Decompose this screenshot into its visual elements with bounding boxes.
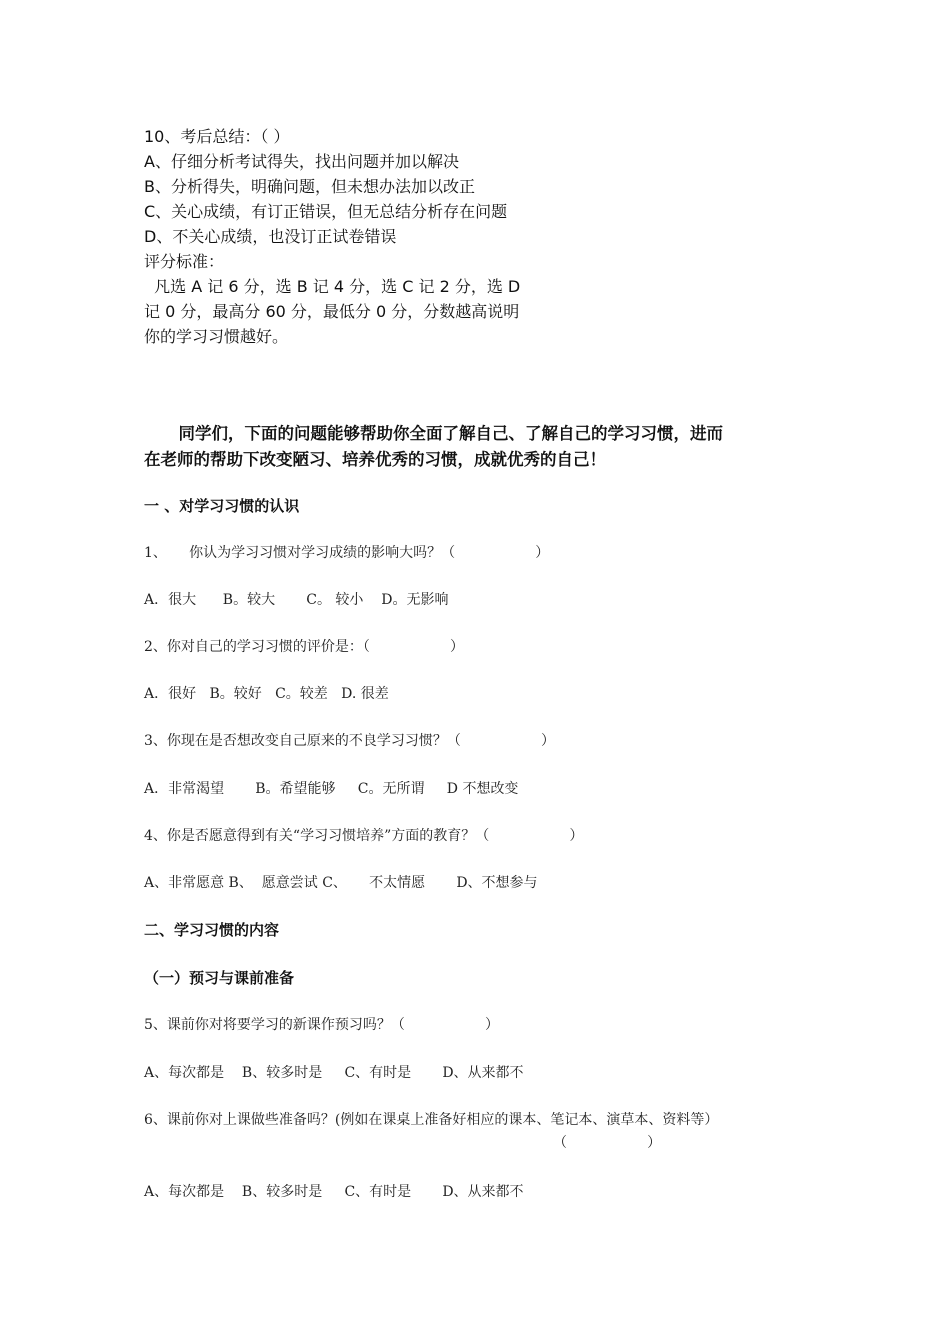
question-10-option-a: A、仔细分析考试得失，找出问题并加以解决: [144, 152, 459, 171]
question-4-options: A、非常愿意 B、 愿意尝试 C、 不太情愿 D、不想参与: [144, 875, 538, 891]
question-1: 1、 你认为学习习惯对学习成绩的影响大吗？（ ）: [144, 545, 550, 561]
scoring-line-3: 你的学习习惯越好。: [144, 327, 289, 346]
intro-line-1: 同学们，下面的问题能够帮助你全面了解自己、了解自己的学习习惯，进而: [144, 424, 723, 443]
question-4: 4、你是否愿意得到有关“学习习惯培养”方面的教育？（ ）: [144, 828, 584, 844]
scoring-line-1: 凡选 A 记 6 分，选 B 记 4 分，选 C 记 2 分，选 D: [144, 277, 521, 296]
question-1-options: A．很大 B。较大 C。 较小 D。无影响: [144, 592, 449, 608]
question-5: 5、课前你对将要学习的新课作预习吗？（ ）: [144, 1017, 500, 1033]
question-3-options: A．非常渴望 B。希望能够 C。无所谓 D 不想改变: [144, 781, 519, 797]
question-3: 3、你现在是否想改变自己原来的不良学习习惯？（ ）: [144, 733, 556, 749]
question-2-options: A．很好 B。较好 C。较差 D. 很差: [144, 686, 389, 702]
question-10-option-d: D、不关心成绩，也没订正试卷错误: [144, 227, 397, 246]
section-2-heading: 二、学习习惯的内容: [144, 921, 280, 939]
intro-line-2: 在老师的帮助下改变陋习、培养优秀的习惯，成就优秀的自己！: [144, 450, 606, 469]
question-6: 6、课前你对上课做些准备吗？(例如在课桌上准备好相应的课本、笔记本、演草本、资料等）: [144, 1112, 719, 1128]
question-10-option-b: B、分析得失，明确问题，但未想办法加以改正: [144, 177, 475, 196]
question-2: 2、你对自己的学习习惯的评价是：（ ）: [144, 639, 465, 655]
question-10-title: 10、考后总结：（ ）: [144, 127, 290, 146]
question-5-options: A、每次都是 B、较多时是 C、有时是 D、从来都不: [144, 1065, 524, 1081]
question-6-options: A、每次都是 B、较多时是 C、有时是 D、从来都不: [144, 1184, 524, 1200]
subsection-1-heading: （一）预习与课前准备: [144, 969, 295, 987]
question-10-option-c: C、关心成绩，有订正错误，但无总结分析存在问题: [144, 202, 508, 221]
question-6-answer-blank: （ ）: [553, 1135, 662, 1151]
scoring-line-2: 记 0 分，最高分 60 分，最低分 0 分，分数越高说明: [144, 302, 520, 321]
section-1-heading: 一 、对学习习惯的认识: [144, 497, 300, 515]
scoring-heading: 评分标准：: [144, 252, 225, 271]
